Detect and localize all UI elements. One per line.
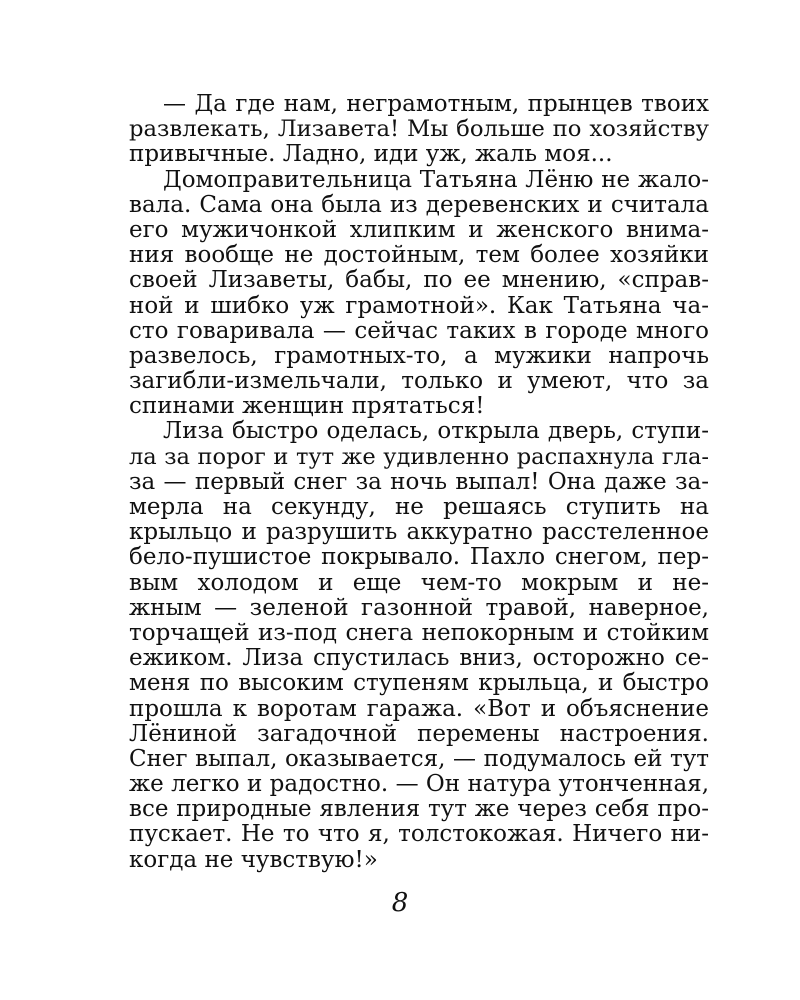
text-line: вым холодом и еще чем-то мокрым и не- [129,569,709,596]
text-line: его мужичонкой хлипким и женского внима- [129,216,709,243]
text-line: спинами женщин прятаться! [129,393,485,420]
text-line: бело-пушистое покрывало. Пахло снегом, пер- [129,544,709,571]
text-line: Снег выпал, оказывается, — подумалось ей тут [129,745,709,772]
text-line: Домоправительница Татьяна Лёню не жало- [163,166,709,193]
text-line: же легко и радостно. — Он натура утонченная, [129,771,709,798]
text-line: за — первый снег за ночь выпал! Она даже за- [129,468,709,495]
text-line: — Да где нам, неграмотным, прынцев твоих [163,91,709,117]
paragraph-2 [129,168,709,420]
text-line: развлекать, Лизавета! Мы больше по хозяйству [129,116,709,143]
page-body [129,92,709,873]
text-line: Лиза быстро оделась, открыла дверь, ступи- [163,418,709,445]
page-number: 8 [391,888,409,918]
text-line: ла за порог и тут же удивленно распахнула гла- [129,443,709,470]
text-line: ния вообще не достойным, тем более хозяйки [129,242,709,269]
text-line: все природные явления тут же через себя про- [129,796,709,823]
text-line: Лёниной загадочной перемены настроения. [129,720,709,747]
text-line: загибли-измельчали, только и умеют, что за [129,368,709,395]
text-line: своей Лизаветы, бабы, по ее мнению, «справ- [129,267,709,294]
text-line: пускает. Не то что я, толстокожая. Ничего ни- [129,821,709,848]
text-line: мерла на секунду, не решаясь ступить на [129,494,709,520]
text-line: торчащей из-под снега непокорным и стойким [129,619,709,646]
text-line: привычные. Ладно, иди уж, жаль моя... [129,141,613,168]
text-line: когда не чувствую!» [129,846,378,873]
text-line: ежиком. Лиза спустилась вниз, осторожно се- [129,645,709,672]
text-line: ной и шибко уж грамотной». Как Татьяна ча- [129,292,709,319]
text-line: меня по высоким ступеням крыльца, и быстро [129,670,709,697]
text-line: вала. Сама она была из деревенских и считала [129,191,709,218]
text-line: крыльцо и разрушить аккуратно расстеленное [129,519,709,546]
text-line: жным — зеленой газонной травой, наверное, [129,594,709,621]
text-line: прошла к воротам гаража. «Вот и объяснение [129,695,709,722]
paragraph-3 [129,419,709,872]
paragraph-1 [129,92,709,168]
text-line: развелось, грамотных-то, а мужики напрочь [129,342,709,369]
text-line: сто говаривала — сейчас таких в городе много [129,317,709,344]
